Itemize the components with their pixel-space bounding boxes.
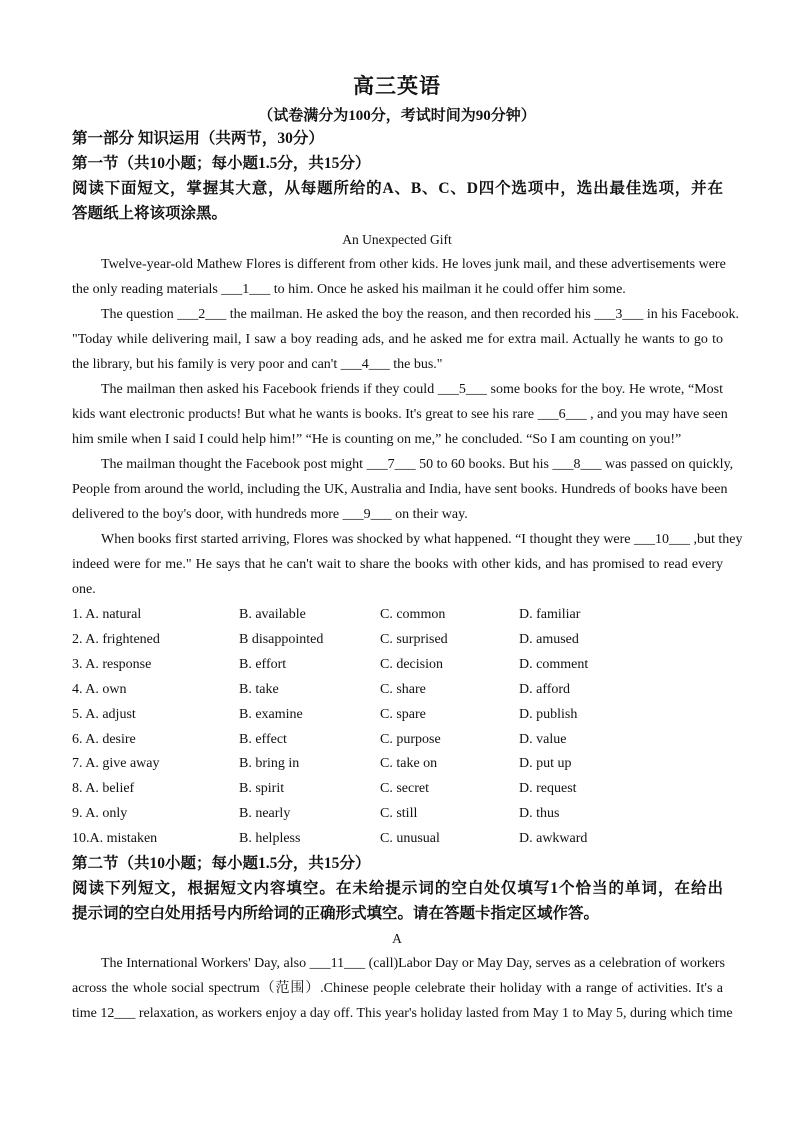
option-b: B. take [239, 682, 279, 697]
passage1-line: Twelve-year-old Mathew Flores is different from other kids. He loves junk mail, and these advertisements were [101, 257, 726, 272]
option-a: 5. A. adjust [72, 707, 136, 722]
section2-instruction-line: 提示词的空白处用括号内所给词的正确形式填空。请在答题卡指定区域作答。 [72, 905, 600, 922]
option-c: C. spare [380, 707, 426, 722]
option-d: D. thus [519, 806, 560, 821]
option-b: B. helpless [239, 831, 301, 846]
option-c: C. still [380, 806, 418, 821]
option-a: 4. A. own [72, 682, 127, 697]
passage1-line: one. [72, 582, 96, 597]
option-b: B. nearly [239, 806, 291, 821]
option-d: D. amused [519, 632, 579, 647]
passage1-line: The mailman then asked his Facebook friends if they could ___5___ some books for the boy. He wrote, “Most [101, 382, 723, 397]
option-b: B. spirit [239, 781, 285, 796]
option-c: C. unusual [380, 831, 440, 846]
option-c: C. surprised [380, 632, 448, 647]
option-a: 9. A. only [72, 806, 128, 821]
option-b: B disappointed [239, 632, 324, 647]
section1-instruction-line: 阅读下面短文，掌握其大意，从每题所给的A、B、C、D四个选项中，选出最佳选项，并在 [72, 180, 723, 197]
option-d: D. awkward [519, 831, 588, 846]
option-a: 2. A. frightened [72, 632, 160, 647]
exam-subtitle: （试卷满分为100分，考试时间为90分钟） [258, 108, 536, 124]
option-b: B. examine [239, 707, 303, 722]
option-c: C. secret [380, 781, 429, 796]
passage1-line: When books first started arriving, Flores was shocked by what happened. “I thought they were ___10___ ,but they [101, 532, 743, 547]
option-b: B. bring in [239, 756, 300, 771]
passage2-label: A [392, 931, 402, 946]
section2-instruction-line: 阅读下列短文，根据短文内容填空。在未给提示词的空白处仅填写1个恰当的单词，在给出 [72, 880, 723, 897]
option-a: 1. A. natural [72, 607, 142, 622]
option-c: C. purpose [380, 732, 441, 747]
option-c: C. take on [380, 756, 438, 771]
option-a: 6. A. desire [72, 732, 136, 747]
option-b: B. available [239, 607, 306, 622]
section1-heading: 第一节（共10小题；每小题1.5分，共15分） [72, 155, 371, 172]
part1-heading: 第一部分 知识运用（共两节，30分） [72, 130, 324, 147]
passage1-line: The mailman thought the Facebook post might ___7___ 50 to 60 books. But his ___8___ was passed on quickly, [101, 457, 734, 472]
option-d: D. familiar [519, 607, 581, 622]
passage2-line: time 12___ relaxation, as workers enjoy a day off. This year's holiday lasted from May 1 to May 5, during which time [72, 1006, 733, 1021]
passage1-line: the library, but his family is very poor and can't ___4___ the bus." [72, 357, 443, 372]
option-c: C. share [380, 682, 426, 697]
passage1-line: him smile when I said I could help him!” “He is counting on me,” he concluded. “So I am counting on you!” [72, 432, 682, 447]
passage2-line: across the whole social spectrum（范围）.Chinese people celebrate their holiday with a range of activities. It's a [72, 981, 723, 996]
option-d: D. value [519, 732, 567, 747]
option-a: 8. A. belief [72, 781, 135, 796]
option-d: D. publish [519, 707, 578, 722]
option-a: 3. A. response [72, 657, 152, 672]
option-a: 7. A. give away [72, 756, 160, 771]
option-d: D. put up [519, 756, 572, 771]
section1-instruction-line: 答题纸上将该项涂黑。 [72, 205, 228, 222]
passage1-title: An Unexpected Gift [342, 232, 452, 247]
exam-title: 高三英语 [353, 74, 441, 98]
passage1-line: delivered to the boy's door, with hundreds more ___9___ on their way. [72, 507, 468, 522]
option-d: D. afford [519, 682, 571, 697]
passage1-line: kids want electronic products! But what he wants is books. It's great to see his rare ___6___ , and you may have seen [72, 407, 728, 422]
passage1-line: the only reading materials ___1___ to him. Once he asked his mailman it he could offer him some. [72, 282, 626, 297]
section2-heading: 第二节（共10小题；每小题1.5分，共15分） [72, 855, 371, 872]
passage1-line: The question ___2___ the mailman. He asked the boy the reason, and then recorded his ___3___ in his Facebook. [101, 307, 740, 322]
option-c: C. common [380, 607, 446, 622]
option-a: 10.A. mistaken [72, 831, 158, 846]
option-c: C. decision [380, 657, 443, 672]
passage1-line: indeed were for me." He says that he can't wait to share the books with other kids, and has promised to read every [72, 557, 723, 572]
passage2-line: The International Workers' Day, also ___11___ (call)Labor Day or May Day, serves as a celebration of workers [101, 956, 725, 971]
passage1-line: "Today while delivering mail, I saw a boy reading ads, and he asked me for extra mail. Actually he wants to go to [72, 332, 723, 347]
option-d: D. request [519, 781, 577, 796]
option-b: B. effort [239, 657, 287, 672]
option-d: D. comment [519, 657, 589, 672]
option-b: B. effect [239, 732, 287, 747]
passage1-line: People from around the world, including the UK, Australia and India, have sent books. Hundreds of books have been [72, 482, 728, 497]
